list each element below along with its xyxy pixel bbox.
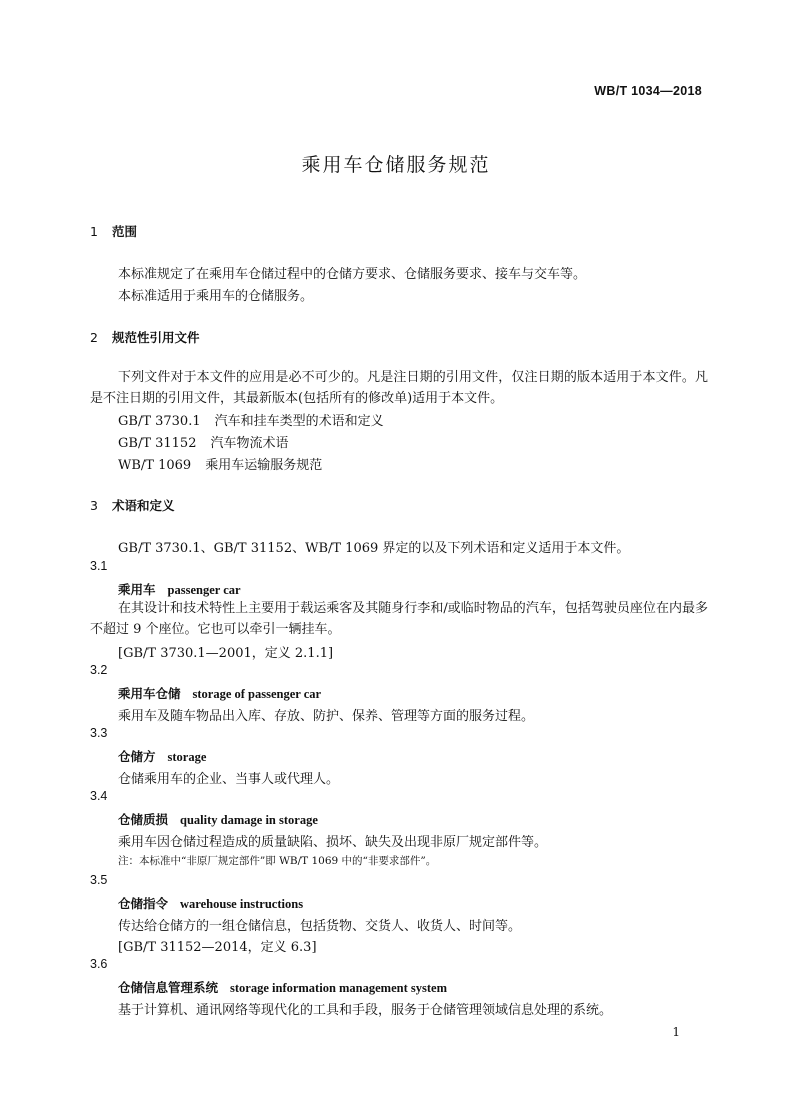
term-definition: 在其设计和技术特性上主要用于载运乘客及其随身行李和/或临时物品的汽车，包括驾驶员座位在内最多不超过 9 个座位。它也可以牵引一辆挂车。 — [90, 601, 708, 637]
page-number: 1 — [672, 1025, 680, 1039]
term-heading — [118, 580, 241, 598]
term-english: passenger car — [167, 583, 241, 597]
reference-name: 汽车和挂车类型的术语和定义 — [214, 414, 384, 429]
term-definition: 传达给仓储方的一组仓储信息，包括货物、交货人、收货人、时间等。 — [118, 919, 522, 934]
term-number: 3.6 — [90, 957, 108, 971]
term-definition: 仓储乘用车的企业、当事人或代理人。 — [118, 772, 340, 787]
term-english: warehouse instructions — [180, 897, 304, 911]
term-source: [GB/T 3730.1—2001，定义 2.1.1] — [118, 646, 334, 661]
section-number: 3 — [90, 498, 98, 513]
reference-code: GB/T 3730.1 — [118, 414, 201, 429]
term-chinese: 仓储质损 — [118, 812, 169, 827]
term-heading — [118, 810, 318, 828]
section-heading-normative-references — [90, 328, 200, 346]
reference-item — [118, 454, 322, 473]
reference-code: GB/T 31152 — [118, 436, 197, 451]
section-number: 1 — [90, 224, 98, 239]
reference-name: 汽车物流术语 — [210, 436, 289, 451]
term-definition: 乘用车及随车物品出入库、存放、防护、保养、管理等方面的服务过程。 — [118, 709, 535, 724]
term-english: storage information management system — [230, 981, 447, 995]
terms-intro-paragraph: GB/T 3730.1、GB/T 31152、WB/T 1069 界定的以及下列术语和定义适用于本文件。 — [118, 541, 630, 556]
term-english: storage of passenger car — [192, 687, 322, 701]
standard-number: WB/T 1034—2018 — [594, 84, 702, 98]
term-note: 注：本标准中“非原厂规定部件”即 WB/T 1069 中的“非要求部件”。 — [118, 855, 437, 867]
term-chinese: 乘用车仓储 — [118, 686, 181, 701]
term-chinese: 仓储信息管理系统 — [118, 980, 219, 995]
term-english: quality damage in storage — [180, 813, 318, 827]
term-heading — [118, 978, 447, 996]
term-number: 3.5 — [90, 873, 108, 887]
term-number: 3.3 — [90, 726, 108, 740]
term-definition: 基于计算机、通讯网络等现代化的工具和手段，服务于仓储管理领域信息处理的系统。 — [118, 1003, 613, 1018]
term-number: 3.4 — [90, 789, 108, 803]
document-title: 乘用车仓储服务规范 — [301, 154, 491, 176]
term-heading — [118, 747, 206, 765]
references-intro-paragraph: 下列文件对于本文件的应用是必不可少的。凡是注日期的引用文件，仅注日期的版本适用于本文件。凡是不注日期的引用文件，其最新版本(包括所有的修改单)适用于本文件。 — [90, 370, 708, 406]
section-heading-terms-definitions — [90, 496, 175, 514]
term-number: 3.1 — [90, 559, 108, 573]
term-heading — [118, 894, 303, 912]
term-heading — [118, 684, 321, 702]
term-number: 3.2 — [90, 663, 108, 677]
term-chinese: 乘用车 — [118, 582, 156, 597]
term-chinese: 仓储方 — [118, 749, 156, 764]
scope-paragraph-2: 本标准适用于乘用车的仓储服务。 — [118, 289, 314, 304]
section-title: 规范性引用文件 — [112, 330, 200, 345]
section-number: 2 — [90, 330, 98, 345]
reference-name: 乘用车运输服务规范 — [205, 458, 323, 473]
term-english: storage — [167, 750, 207, 764]
section-title: 范围 — [112, 224, 138, 239]
term-chinese: 仓储指令 — [118, 896, 169, 911]
term-definition: 乘用车因仓储过程造成的质量缺陷、损坏、缺失及出现非原厂规定部件等。 — [118, 835, 548, 850]
scope-paragraph-1: 本标准规定了在乘用车仓储过程中的仓储方要求、仓储服务要求、接车与交车等。 — [118, 267, 587, 282]
term-source: [GB/T 31152—2014，定义 6.3] — [118, 940, 317, 955]
reference-item — [118, 410, 384, 429]
section-title: 术语和定义 — [112, 498, 175, 513]
reference-item — [118, 432, 289, 451]
section-heading-scope — [90, 222, 137, 240]
reference-code: WB/T 1069 — [118, 458, 192, 473]
